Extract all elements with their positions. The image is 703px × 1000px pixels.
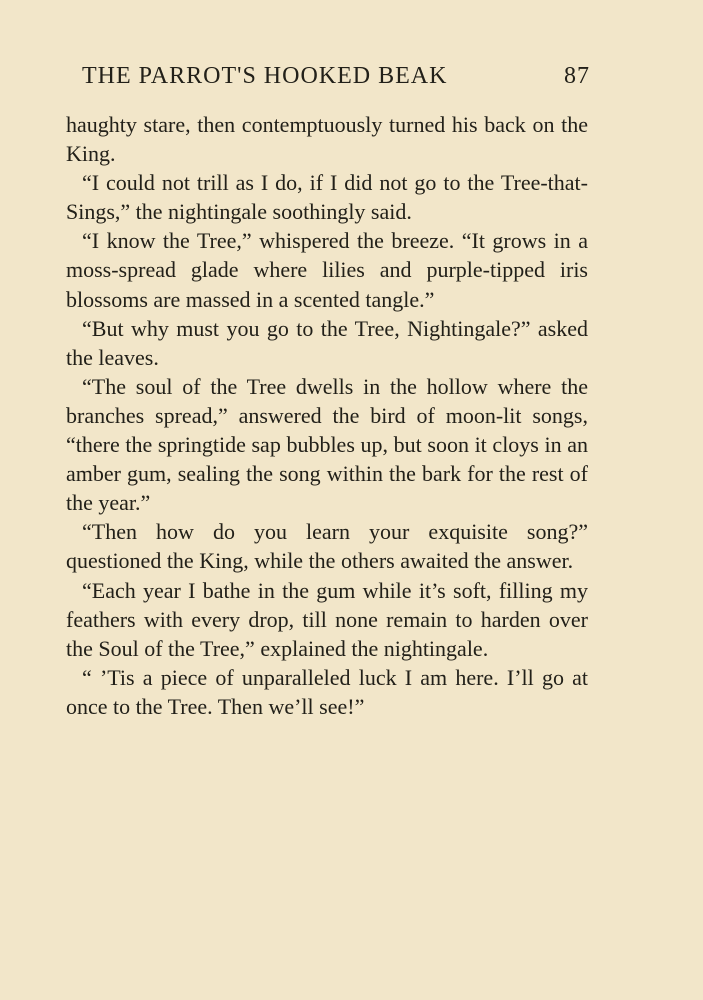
paragraph-8: “ ’Tis a piece of unparalleled luck I am here. I’ll go at once to the Tree. Then we’ll see!” [66, 664, 588, 719]
page-number: 87 [564, 63, 590, 89]
body-text [66, 110, 588, 721]
paragraph-1: haughty stare, then contemptuously turned his back on the King. [66, 112, 588, 167]
paragraph-3: “I know the Tree,” whispered the breeze. “It grows in a moss-spread glade where lilies and purple-tipped iris blossoms are massed in a scented tangle.” [66, 228, 588, 312]
running-header [82, 61, 590, 91]
chapter-title: THE PARROT'S HOOKED BEAK [82, 63, 448, 89]
paragraph-6: “Then how do you learn your exquisite song?” questioned the King, while the others awaited the answer. [66, 519, 588, 574]
paragraph-2: “I could not trill as I do, if I did not go to the Tree-that-Sings,” the nightingale soothingly said. [66, 170, 588, 225]
paragraph-7: “Each year I bathe in the gum while it’s soft, filling my feathers with every drop, till none remain to harden over the Soul of the Tree,” explained the nightingale. [66, 577, 588, 661]
paragraph-5: “The soul of the Tree dwells in the hollow where the branches spread,” answered the bird of moon-lit songs, “there the springtide sap bubbles up, but soon it cloys in an amber gum, sealing the song within the bark for the rest of the year.” [66, 373, 588, 516]
paragraph-4: “But why must you go to the Tree, Nightingale?” asked the leaves. [66, 315, 588, 370]
